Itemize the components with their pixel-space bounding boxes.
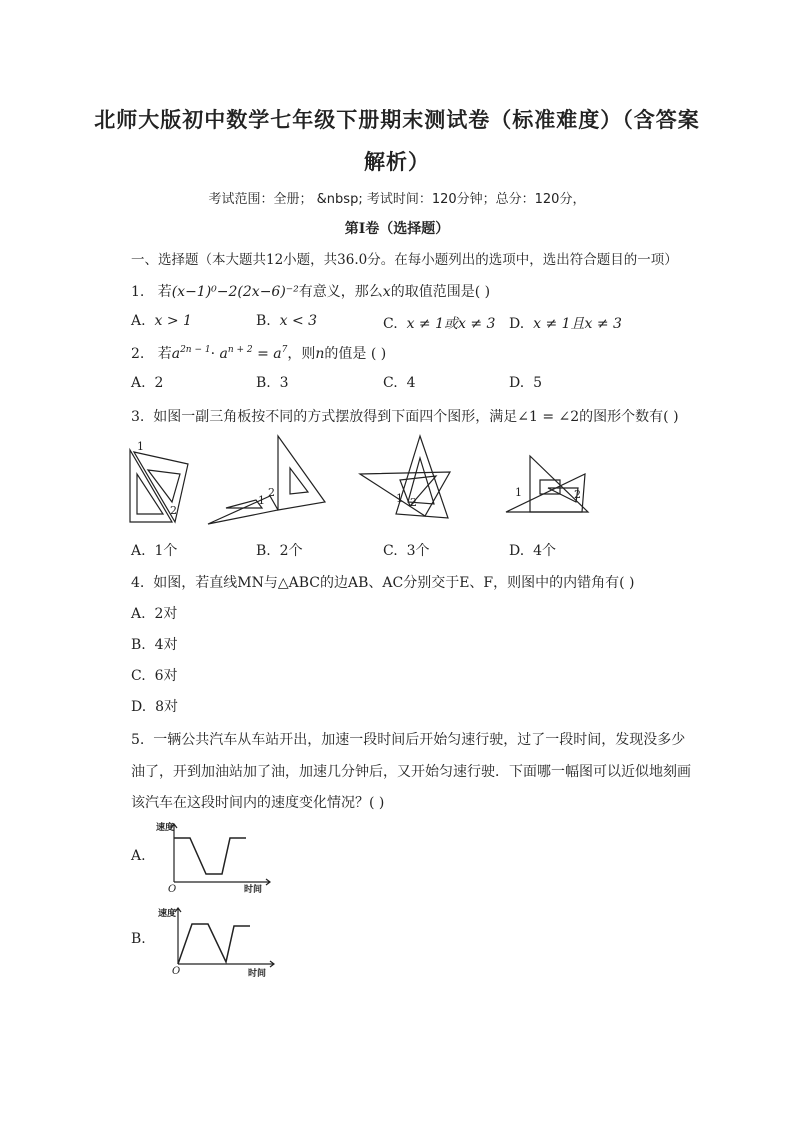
q3-option-b: B. 2个 (256, 543, 303, 559)
question-5-line-1: 5. 一辆公共汽车从车站开出，加速一段时间后开始匀速行驶，过了一段时间，发现没多少 (131, 732, 686, 748)
q3-figure-4 (506, 456, 588, 512)
q4-option-a: A. 2对 (131, 606, 178, 622)
q5-option-b-label: B. (131, 931, 146, 947)
section-header: 一、选择题（本大题共12小题，共36.0分。在每小题列出的选项中，选出符合题目的一项） (131, 252, 678, 268)
q3-figure-3 (360, 436, 450, 518)
svg-text:1: 1 (258, 494, 265, 507)
svg-text:2: 2 (574, 488, 581, 501)
exam-info: 考试范围：全册； &nbsp; 考试时间：120分钟；总分：120分， (208, 192, 586, 207)
q3-triangle-figures (120, 432, 600, 532)
q3-figure-2 (208, 436, 325, 524)
q5-option-b-graph (150, 902, 280, 980)
y-axis-label: 速度 (158, 909, 177, 919)
svg-text:2: 2 (170, 504, 177, 517)
speed-curve (174, 838, 246, 874)
volume-title: 第I卷（选择题） (344, 221, 450, 237)
question-number: 1. (131, 284, 145, 300)
q3-option-c: C. 3个 (383, 543, 430, 559)
x-axis-label: 时间 (244, 885, 263, 894)
question-1 (131, 281, 490, 301)
q1-option-d: D. x ≠ 1且x ≠ 3 (509, 316, 622, 332)
svg-text:2: 2 (410, 496, 417, 509)
question-2: 2. 若$a^{2n - 1}\cdot a^{n + 2} = a^7$，则n的值是 ( ) (131, 345, 387, 362)
q3-figure-1 (130, 450, 188, 522)
q3-option-a: A. 1个 (131, 543, 178, 559)
q1-option-c: C. x ≠ 1或x ≠ 3 (383, 316, 496, 332)
speed-curve (178, 924, 250, 964)
q5-option-a-label: A. (131, 848, 146, 864)
question-5-line-2: 油了，开到加油站加了油，加速几分钟后，又开始匀速行驶．下面哪一幅图可以近似地刻画 (131, 764, 691, 780)
q3-angle-label: 1 (137, 440, 144, 453)
question-4: 4. 如图，若直线MN与△ABC的边AB、AC分别交于E、F，则图中的内错角有( ) (131, 575, 635, 591)
q1-option-b: B. x < 3 (256, 313, 318, 329)
q1-text-pre: 若 (157, 284, 172, 300)
origin-label: O (172, 966, 181, 977)
q2-option-c: C. 4 (383, 375, 416, 391)
q1-variable: x (382, 284, 391, 300)
q5-option-a-graph (150, 818, 280, 894)
q4-option-b: B. 4对 (131, 637, 178, 653)
q1-expression: (x−1)⁰−2(2x−6)⁻² (171, 284, 299, 300)
q2-option-d: D. 5 (509, 375, 543, 391)
q4-option-c: C. 6对 (131, 668, 178, 684)
question-5-line-3: 该汽车在这段时间内的速度变化情况？( ) (131, 795, 385, 811)
q1-text-tail: 的取值范围是( ) (390, 284, 491, 300)
x-axis-label: 时间 (248, 969, 267, 979)
q3-option-d: D. 4个 (509, 543, 557, 559)
paper-title-line-2: 解析） (364, 149, 430, 174)
q4-option-d: D. 8对 (131, 699, 179, 715)
origin-label: O (168, 884, 177, 894)
q1-text-post: 有意义，那么 (298, 284, 383, 300)
question-number: 2. (131, 346, 145, 362)
q1-option-a: A. x > 1 (131, 313, 192, 329)
svg-text:1: 1 (515, 486, 522, 499)
svg-text:1: 1 (396, 492, 403, 505)
paper-title-line-1: 北师大版初中数学七年级下册期末测试卷（标准难度）（含答案 (94, 107, 700, 132)
question-3: 3. 如图一副三角板按不同的方式摆放得到下面四个图形，满足∠1 = ∠2的图形个数有( ) (131, 409, 679, 425)
q2-option-a: A. 2 (131, 375, 164, 391)
svg-text:2: 2 (268, 486, 275, 499)
y-axis-label: 速度 (156, 823, 175, 833)
q2-option-b: B. 3 (256, 375, 289, 391)
